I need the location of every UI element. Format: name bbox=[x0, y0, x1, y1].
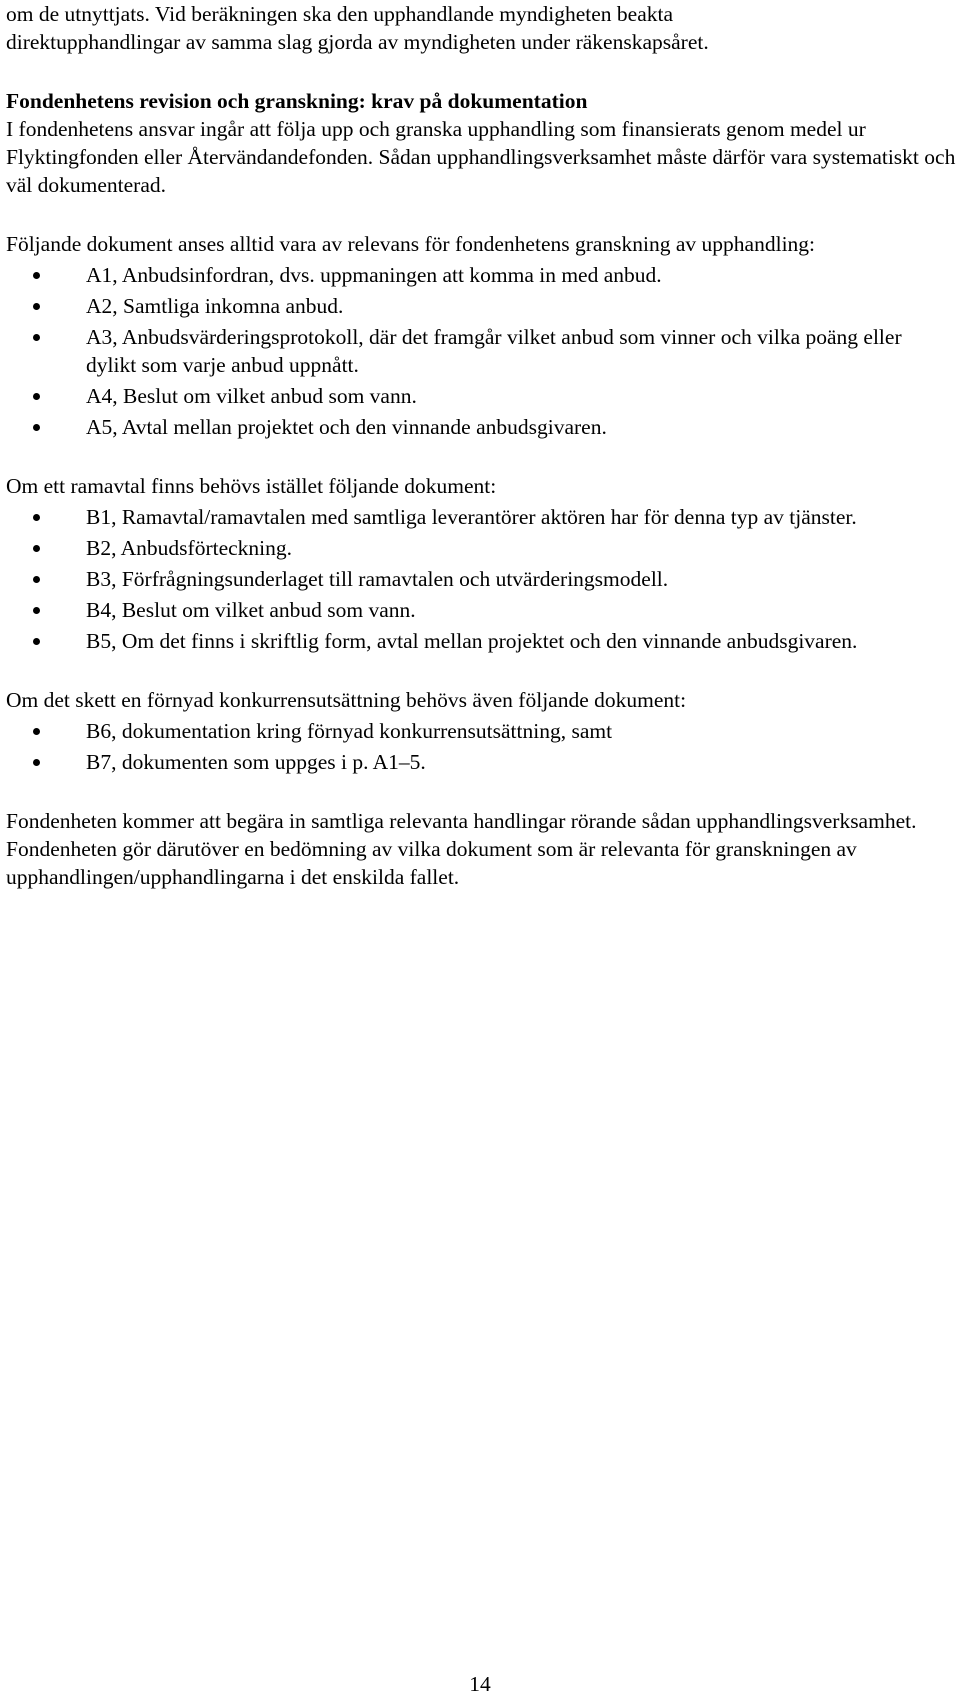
intro-paragraph bbox=[6, 0, 956, 56]
list-a bbox=[6, 261, 956, 441]
section-body-text: I fondenhetens ansvar ingår att följa upp och granska upphandling som finansierats genom medel ur Flyktingfonden eller Återvändandefonden. Sådan upphandlingsverksamhet måste därför vara systematiskt och väl dokumenterad. bbox=[6, 117, 956, 197]
section-heading: Fondenhetens revision och granskning: krav på dokumentation bbox=[6, 89, 588, 113]
list-item: A1, Anbudsinfordran, dvs. uppmaningen att komma in med anbud. bbox=[6, 261, 956, 289]
intro-line-2: direktupphandlingar av samma slag gjorda av myndigheten under räkenskapsåret. bbox=[6, 30, 709, 54]
list-c bbox=[6, 717, 956, 776]
list-item: A3, Anbudsvärderingsprotokoll, där det framgår vilket anbud som vinner och vilka poäng eller dylikt som varje anbud uppnått. bbox=[6, 323, 956, 379]
list-b bbox=[6, 503, 956, 655]
list-item: B1, Ramavtal/ramavtalen med samtliga leverantörer aktören har för denna typ av tjänster. bbox=[6, 503, 956, 531]
list-c-intro: Om det skett en förnyad konkurrensutsättning behövs även följande dokument: bbox=[6, 688, 687, 712]
list-b-intro: Om ett ramavtal finns behövs istället följande dokument: bbox=[6, 474, 497, 498]
list-item: B5, Om det finns i skriftlig form, avtal mellan projektet och den vinnande anbudsgivaren. bbox=[6, 627, 956, 655]
section-body bbox=[6, 115, 956, 199]
closing-paragraph: Fondenheten kommer att begära in samtliga relevanta handlingar rörande sådan upphandlingsverksamhet. Fondenheten gör därutöver en bedömning av vilka dokument som är relevanta för granskningen av upphandlingen/upphandlingarna i det enskilda fallet. bbox=[6, 809, 917, 889]
list-item: A2, Samtliga inkomna anbud. bbox=[6, 292, 956, 320]
list-item: B3, Förfrågningsunderlaget till ramavtalen och utvärderingsmodell. bbox=[6, 565, 956, 593]
list-item: B6, dokumentation kring förnyad konkurrensutsättning, samt bbox=[6, 717, 956, 745]
list-item: A4, Beslut om vilket anbud som vann. bbox=[6, 382, 956, 410]
list-item: B2, Anbudsförteckning. bbox=[6, 534, 956, 562]
list-item: B7, dokumenten som uppges i p. A1–5. bbox=[6, 748, 956, 776]
page-number: 14 bbox=[469, 1672, 491, 1696]
list-a-intro: Följande dokument anses alltid vara av relevans för fondenhetens granskning av upphandling: bbox=[6, 232, 816, 256]
document-page bbox=[6, 0, 956, 891]
intro-line-1: om de utnyttjats. Vid beräkningen ska den upphandlande myndigheten beakta bbox=[6, 2, 674, 26]
list-item: B4, Beslut om vilket anbud som vann. bbox=[6, 596, 956, 624]
list-item: A5, Avtal mellan projektet och den vinnande anbudsgivaren. bbox=[6, 413, 956, 441]
